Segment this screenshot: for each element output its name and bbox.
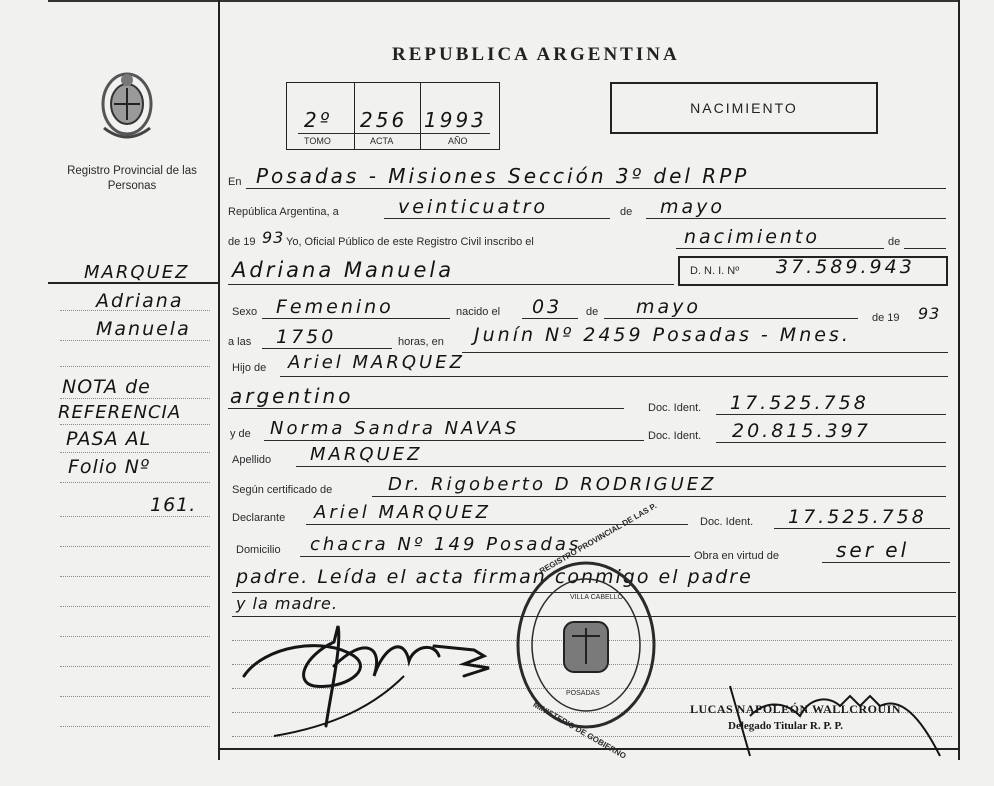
birth-day: 03 bbox=[532, 296, 563, 318]
de-label-2: de bbox=[888, 236, 901, 248]
birth-time-rule bbox=[262, 348, 392, 349]
event-rule bbox=[676, 248, 884, 249]
registry-name: Registro Provincial de las Personas bbox=[67, 165, 197, 192]
year-prefix: de 19 bbox=[228, 236, 256, 248]
stamp-text-bottom: MINISTERIO DE GOBIERNO bbox=[531, 700, 628, 761]
tomo-label: TOMO bbox=[304, 136, 331, 146]
acta-label: ACTA bbox=[370, 136, 394, 146]
right-border bbox=[958, 0, 960, 760]
obra-rule bbox=[822, 562, 950, 563]
full-name: Adriana Manuela bbox=[232, 258, 455, 282]
margin-note-5: 161. bbox=[150, 494, 197, 516]
record-box-underline bbox=[298, 133, 490, 134]
top-border bbox=[48, 0, 960, 2]
father-name: Ariel MARQUEZ bbox=[288, 352, 465, 373]
sexo-value: Femenino bbox=[276, 296, 394, 318]
day-rule bbox=[384, 218, 610, 219]
yde-label: y de bbox=[230, 428, 251, 440]
official-title: Delegado Titular R. P. P. bbox=[728, 720, 844, 732]
domicilio-label: Domicilio bbox=[236, 544, 281, 556]
margin-guide-line bbox=[60, 576, 210, 577]
mother-doc-rule bbox=[716, 442, 946, 443]
surname: MARQUEZ bbox=[310, 444, 423, 465]
margin-guide-line bbox=[60, 398, 210, 399]
place-rule bbox=[246, 188, 946, 189]
apellido-label: Apellido bbox=[232, 454, 272, 466]
act-type-label: NACIMIENTO bbox=[690, 100, 798, 116]
stamp-inner-top: VILLA CABELLO bbox=[570, 594, 623, 601]
birth-month: mayo bbox=[636, 296, 702, 318]
hijo-label: Hijo de bbox=[232, 362, 267, 374]
dni-value: 37.589.943 bbox=[776, 256, 915, 278]
margin-given-1: Adriana bbox=[96, 290, 184, 312]
margin-guide-line bbox=[60, 726, 210, 727]
margin-guide-line bbox=[60, 310, 210, 311]
en-label: En bbox=[228, 176, 242, 188]
margin-guide-line bbox=[60, 452, 210, 453]
mother-name: Norma Sandra NAVAS bbox=[270, 418, 520, 439]
stamp-inner-bottom: POSADAS bbox=[566, 690, 600, 697]
coat-of-arms-icon bbox=[96, 66, 158, 146]
margin-guide-line bbox=[60, 482, 210, 483]
declarant-name: Ariel MARQUEZ bbox=[314, 502, 491, 523]
margin-guide-line bbox=[60, 636, 210, 637]
birth-place-rule bbox=[462, 352, 948, 353]
surname-rule bbox=[296, 466, 946, 467]
horas-label: horas, en bbox=[398, 336, 444, 348]
birth-time: 1750 bbox=[276, 326, 337, 348]
de-label-3: de bbox=[586, 306, 599, 318]
father-doc-rule bbox=[716, 414, 946, 415]
margin-guide-line bbox=[60, 366, 210, 367]
closing-line-2: y la madre. bbox=[236, 594, 338, 613]
birth-month-rule bbox=[604, 318, 858, 319]
birth-year-digits: 93 bbox=[918, 304, 941, 323]
declarant-doc: 17.525.758 bbox=[788, 506, 927, 528]
margin-note-1: NOTA de bbox=[62, 376, 151, 398]
de-label-1: de bbox=[620, 206, 633, 218]
declarant-doc-rule bbox=[774, 528, 950, 529]
margin-guide-line bbox=[60, 546, 210, 547]
month-words: mayo bbox=[660, 196, 726, 218]
margin-note-2: REFERENCIA bbox=[58, 402, 182, 423]
ano-value: 1993 bbox=[424, 108, 487, 132]
obra-label: Obra en virtud de bbox=[694, 550, 779, 562]
ano-label: AÑO bbox=[448, 136, 468, 146]
obra-value: ser el bbox=[836, 538, 910, 562]
birth-year-prefix: de 19 bbox=[872, 312, 900, 324]
record-box-divider-2 bbox=[420, 83, 421, 149]
father-nationality: argentino bbox=[230, 384, 354, 408]
father-doc: 17.525.758 bbox=[730, 392, 869, 414]
mother-doc: 20.815.397 bbox=[732, 420, 871, 442]
margin-note-3: PASA AL bbox=[66, 428, 152, 450]
margin-guide-line bbox=[60, 340, 210, 341]
month-rule bbox=[646, 218, 946, 219]
birth-place: Junín Nº 2459 Posadas - Mnes. bbox=[474, 324, 851, 346]
declarant-signature bbox=[234, 606, 514, 756]
statement: Yo, Oficial Público de este Registro Civil inscribo el bbox=[286, 236, 534, 248]
closing-line-1: padre. Leída el acta firman conmigo el padre bbox=[236, 566, 753, 588]
margin-surname: MARQUEZ bbox=[84, 262, 190, 283]
father-name-rule bbox=[280, 376, 948, 377]
stamp-text-top: REGISTRO PROVINCIAL DE LAS P. bbox=[538, 501, 659, 576]
day-words: veinticuatro bbox=[398, 196, 548, 218]
father-nationality-rule bbox=[228, 408, 624, 409]
margin-guide-line bbox=[60, 666, 210, 667]
domicile: chacra Nº 149 Posadas bbox=[310, 534, 582, 555]
doc-label-1: Doc. Ident. bbox=[648, 402, 702, 414]
year-digits: 93 bbox=[262, 228, 285, 247]
dni-label: D. N. I. Nº bbox=[690, 265, 740, 277]
margin-guide-line bbox=[60, 606, 210, 607]
doctor-rule bbox=[372, 496, 946, 497]
mother-name-rule bbox=[264, 440, 644, 441]
declarante-label: Declarante bbox=[232, 512, 286, 524]
doc-label-3: Doc. Ident. bbox=[700, 516, 754, 528]
tomo-value: 2º bbox=[304, 108, 333, 132]
country-title: REPUBLICA ARGENTINA bbox=[392, 44, 680, 65]
sexo-label: Sexo bbox=[232, 306, 258, 318]
doctor: Dr. Rigoberto D RODRIGUEZ bbox=[388, 474, 717, 495]
certificado-label: Según certificado de bbox=[232, 484, 333, 496]
column-divider bbox=[218, 0, 220, 760]
record-box-divider-1 bbox=[354, 83, 355, 149]
place-value: Posadas - Misiones Sección 3º del RPP bbox=[256, 164, 750, 188]
de-rule bbox=[904, 248, 946, 249]
nacido-label: nacido el bbox=[456, 306, 501, 318]
margin-guide-line bbox=[60, 424, 210, 425]
event-value: nacimiento bbox=[684, 226, 821, 248]
margin-guide-line bbox=[60, 516, 210, 517]
margin-given-2: Manuela bbox=[96, 318, 191, 340]
birth-day-rule bbox=[522, 318, 578, 319]
doc-label-2: Doc. Ident. bbox=[648, 430, 702, 442]
alas-label: a las bbox=[228, 336, 252, 348]
official-name: LUCAS NAPOLEÓN WALLCROUIN bbox=[690, 702, 901, 716]
full-name-rule bbox=[228, 284, 674, 285]
acta-value: 256 bbox=[360, 108, 408, 132]
republica-label: República Argentina, a bbox=[228, 206, 339, 218]
margin-guide-line bbox=[60, 696, 210, 697]
sexo-rule bbox=[262, 318, 450, 319]
margin-note-4: Folio Nº bbox=[68, 456, 150, 478]
